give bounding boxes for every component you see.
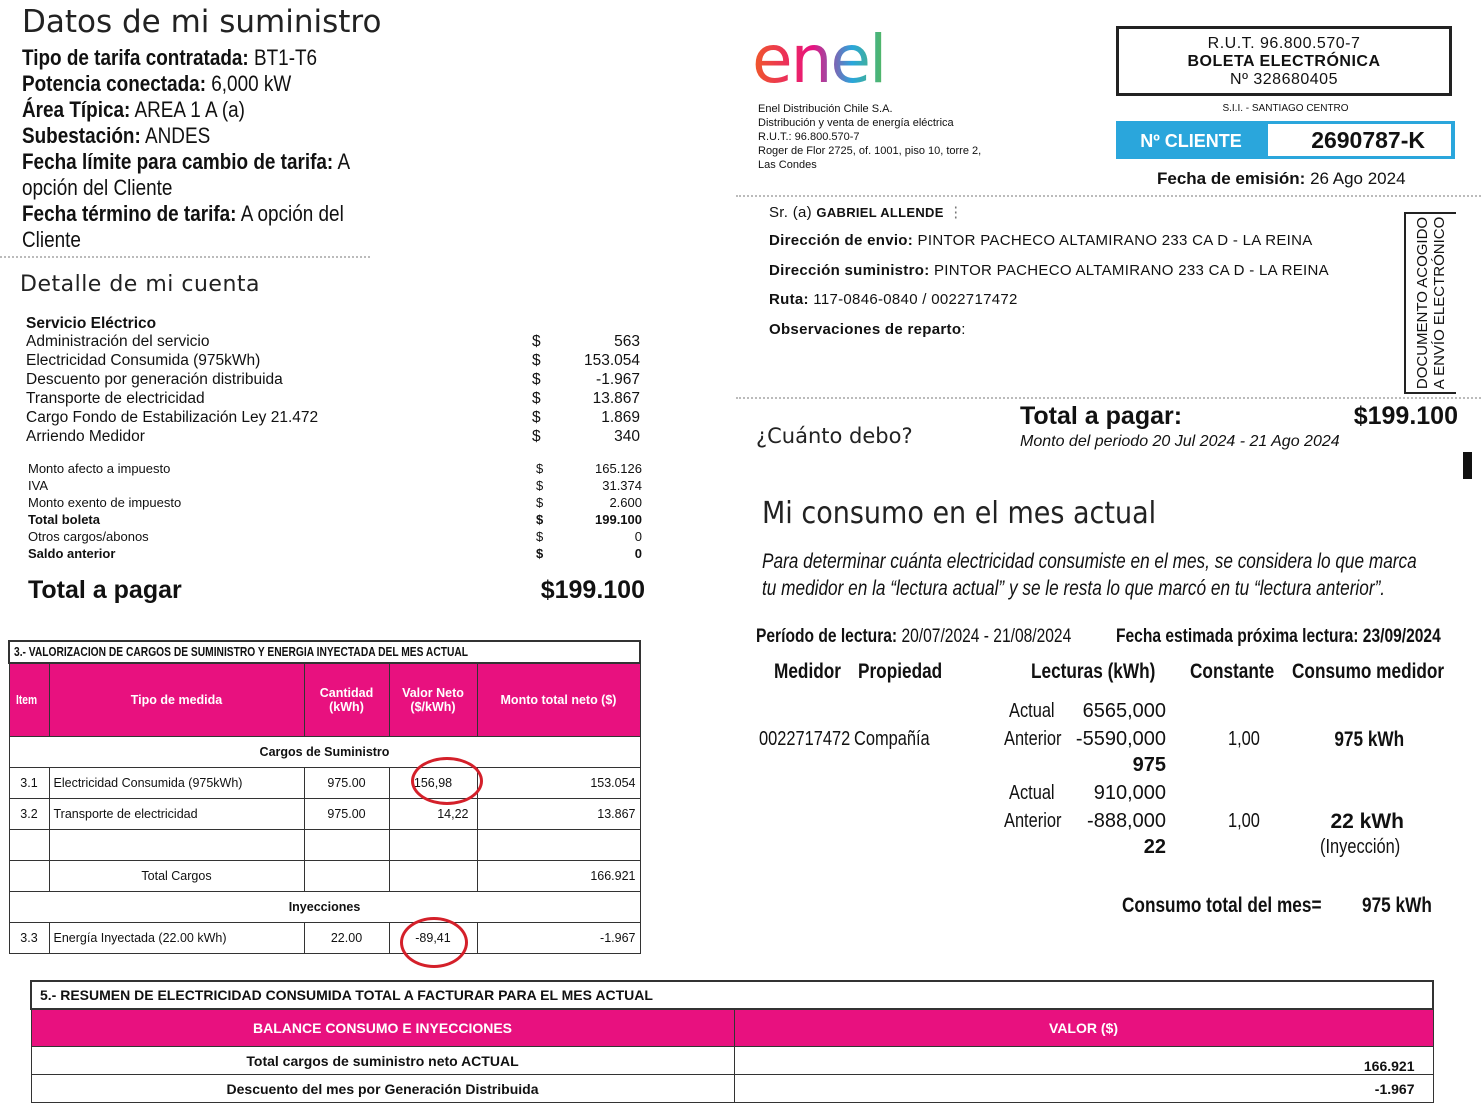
logo-text: enel — [752, 24, 886, 94]
fecha-termino-line-2: Cliente — [22, 227, 81, 252]
b2-note: (Inyección) — [1320, 836, 1401, 858]
account-item-value: 1.869 — [601, 409, 640, 426]
empty-row — [9, 830, 640, 861]
cell-monto: -1.967 — [477, 923, 640, 954]
account-summary-item — [26, 512, 646, 529]
b2-constante: 1,00 — [1228, 810, 1260, 832]
cell-cantidad: 975.00 — [304, 799, 389, 830]
currency-sign: $ — [536, 512, 544, 527]
cell-valor: -89,41 — [389, 923, 477, 954]
b2-diff: 22 — [1143, 836, 1166, 858]
doc-type: BOLETA ELECTRÓNICA — [1187, 53, 1381, 70]
fecha-limite-line: Fecha límite para cambio de tarifa: A — [22, 149, 351, 174]
suministro-line: Dirección suministro: PINTOR PACHECO ALTAMIRANO 233 CA D - LA REINA — [769, 262, 1329, 279]
b2-actual-label: Actual — [1009, 782, 1055, 804]
th-medidor: Medidor — [774, 660, 841, 683]
account-item — [26, 428, 646, 447]
b2-anterior-label: Anterior — [1004, 810, 1062, 832]
customer-name-line: Sr. (a) GABRIEL ALLENDE ⋮ — [769, 204, 964, 221]
rut-box — [1116, 26, 1452, 96]
cell-item: 3.3 — [9, 923, 49, 954]
table5-title: 5.- RESUMEN DE ELECTRICIDAD CONSUMIDA TOTAL A FACTURAR PARA EL MES ACTUAL — [31, 981, 1433, 1009]
cell-valor: 14,22 — [389, 799, 477, 830]
account-item-value: 13.867 — [592, 390, 640, 407]
currency-sign: $ — [532, 333, 541, 350]
cell-monto: 153.054 — [477, 768, 640, 799]
cell-value: 166.921 — [734, 1047, 1433, 1075]
b1-diff: 975 — [1132, 754, 1166, 776]
account-item — [26, 390, 646, 409]
table-row — [31, 1047, 1433, 1075]
account-item-label: Arriendo Medidor — [26, 428, 145, 445]
account-item-label: Administración del servicio — [26, 333, 210, 350]
b1-actual-label: Actual — [1009, 700, 1055, 722]
account-item-label: Cargo Fondo de Estabilización Ley 21.472 — [26, 409, 319, 426]
th-consumo: Consumo medidor — [1292, 660, 1445, 683]
account-item — [26, 333, 646, 352]
divider — [0, 256, 370, 258]
table-row — [9, 923, 640, 954]
obs-line: Observaciones de reparto: — [769, 321, 966, 338]
highlight-circle — [411, 757, 483, 805]
client-number: 2690787-K — [1268, 124, 1451, 156]
envio-line: Dirección de envio: PINTOR PACHECO ALTAMIRANO 233 CA D - LA REINA — [769, 232, 1313, 249]
table3-title: 3.- VALORIZACION DE CARGOS DE SUMINISTRO Y ENERGIA INYECTADA DEL MES ACTUAL — [9, 641, 640, 663]
account-summary-item — [26, 529, 646, 546]
total-consumption-label: Consumo total del mes= — [1122, 894, 1322, 917]
total-consumption-value: 975 kWh — [1362, 894, 1432, 917]
account-item-value: 340 — [614, 428, 640, 445]
company-info — [758, 102, 981, 172]
supply-title: Datos de mi suministro — [22, 4, 382, 40]
account-title: Detalle de mi cuenta — [20, 272, 260, 297]
currency-sign: $ — [532, 428, 541, 445]
cell-valor: 156,98 — [389, 768, 477, 799]
page-marker — [1463, 452, 1472, 479]
highlight-circle — [400, 917, 468, 968]
account-item — [26, 352, 646, 371]
stamp-line2: A ENVÍO ELECTRÓNICO — [1431, 216, 1448, 390]
currency-sign: $ — [536, 546, 544, 561]
total-cargos-label: Total Cargos — [49, 861, 304, 892]
account-summary-item — [26, 546, 646, 563]
electronic-stamp — [1404, 212, 1456, 394]
summary-label: Total boleta — [28, 512, 100, 527]
b1-actual: 6565,000 — [1082, 700, 1166, 722]
consumption-title: Mi consumo en el mes actual — [762, 496, 1157, 531]
divider — [736, 397, 1481, 399]
th-item: Item — [9, 663, 49, 737]
currency-sign: $ — [536, 495, 544, 510]
account-item-value: 153.054 — [583, 352, 640, 369]
th-valor-resumen: VALOR ($) — [734, 1009, 1433, 1047]
th-constante: Constante — [1190, 660, 1275, 683]
company-city: Las Condes — [758, 159, 817, 171]
account-summary-item — [26, 495, 646, 512]
valorizacion-table — [8, 640, 641, 954]
section-inyecciones: Inyecciones — [9, 892, 640, 923]
debt-period: Monto del periodo 20 Jul 2024 - 21 Ago 2024 — [1020, 433, 1340, 450]
th-balance: BALANCE CONSUMO E INYECCIONES — [31, 1009, 734, 1047]
total-cargos-row — [9, 861, 640, 892]
summary-value: 0 — [634, 546, 642, 561]
b1-consumo: 975 kWh — [1334, 728, 1404, 751]
currency-sign: $ — [532, 371, 541, 388]
summary-value: 199.100 — [595, 512, 642, 527]
doc-number: Nº 328680405 — [1230, 71, 1338, 88]
company-rut: R.U.T.: 96.800.570-7 — [758, 131, 860, 143]
rut-number: R.U.T. 96.800.570-7 — [1207, 35, 1361, 52]
meter-property: Compañía — [854, 728, 930, 750]
debt-total-value: $199.100 — [1353, 402, 1458, 430]
b2-consumo: 22 kWh — [1330, 810, 1404, 833]
account-summary-item — [26, 478, 646, 495]
cell-item: 3.1 — [9, 768, 49, 799]
account-item-label: Transporte de electricidad — [26, 390, 205, 407]
th-lecturas: Lecturas (kWh) — [1031, 660, 1156, 683]
th-tipo: Tipo de medida — [49, 663, 304, 737]
potencia-line: Potencia conectada: 6,000 kW — [22, 71, 292, 96]
account-item-value: -1.967 — [596, 371, 640, 388]
client-label: Nº CLIENTE — [1140, 131, 1242, 151]
total-cargos-value: 166.921 — [477, 861, 640, 892]
currency-sign: $ — [532, 352, 541, 369]
meter-number: 0022717472 — [759, 728, 851, 750]
currency-sign: $ — [536, 478, 544, 493]
b1-constante: 1,00 — [1228, 728, 1260, 750]
summary-value: 31.374 — [602, 478, 642, 493]
table-row — [9, 799, 640, 830]
cell-cantidad: 975.00 — [304, 768, 389, 799]
summary-label: Otros cargos/abonos — [28, 529, 149, 544]
reading-period: Período de lectura: 20/07/2024 - 21/08/2024 — [756, 626, 1072, 647]
cell-item: 3.2 — [9, 799, 49, 830]
emission-date: Fecha de emisión: 26 Ago 2024 — [1157, 169, 1406, 188]
b2-actual: 910,000 — [1093, 782, 1166, 804]
fecha-limite-line-2: opción del Cliente — [22, 175, 173, 200]
cell-label: Total cargos de suministro neto ACTUAL — [31, 1047, 734, 1075]
debt-total-label: Total a pagar: — [1020, 402, 1183, 430]
currency-sign: $ — [532, 390, 541, 407]
fecha-termino-line: Fecha término de tarifa: A opción del — [22, 201, 344, 226]
account-item — [26, 371, 646, 390]
summary-value: 165.126 — [595, 461, 642, 476]
account-item-value: 563 — [614, 333, 640, 350]
account-summary-item — [26, 461, 646, 478]
summary-label: IVA — [28, 478, 48, 493]
th-propiedad: Propiedad — [858, 660, 943, 683]
tarifa-line: Tipo de tarifa contratada: BT1-T6 — [22, 45, 318, 70]
company-address: Roger de Flor 2725, of. 1001, piso 10, torre 2, — [758, 145, 982, 157]
summary-value: 2.600 — [609, 495, 642, 510]
ruta-line: Ruta: 117-0846-0840 / 0022717472 — [769, 291, 1018, 308]
th-cantidad: Cantidad (kWh) — [304, 663, 389, 737]
table-row — [31, 1075, 1433, 1103]
account-total-value: $199.100 — [540, 576, 645, 604]
table-row — [9, 768, 640, 799]
account-item-label: Electricidad Consumida (975kWh) — [26, 352, 261, 369]
next-reading: Fecha estimada próxima lectura: 23/09/2024 — [1116, 626, 1441, 647]
cell-label: Descuento del mes por Generación Distribuida — [31, 1075, 734, 1103]
resumen-table — [30, 980, 1434, 1103]
summary-label: Saldo anterior — [28, 546, 116, 561]
summary-label: Monto afecto a impuesto — [28, 461, 171, 476]
account-total-label: Total a pagar — [28, 576, 182, 604]
area-line: Área Típica: AREA 1 A (a) — [22, 97, 245, 122]
summary-value: 0 — [634, 529, 642, 544]
section-cargos: Cargos de Suministro — [9, 737, 640, 768]
divider — [736, 195, 1481, 197]
account-section-title: Servicio Eléctrico — [26, 315, 157, 332]
th-valor: Valor Neto ($/kWh) — [389, 663, 477, 737]
account-item-label: Descuento por generación distribuida — [26, 371, 283, 388]
enel-logo — [752, 24, 962, 94]
client-number-bar — [1116, 121, 1455, 159]
cell-value: -1.967 — [734, 1075, 1433, 1103]
sii-office: S.I.I. - SANTIAGO CENTRO — [1222, 103, 1349, 114]
currency-sign: $ — [532, 409, 541, 426]
subestacion-line: Subestación: ANDES — [22, 123, 211, 148]
currency-sign: $ — [536, 529, 544, 544]
currency-sign: $ — [536, 461, 544, 476]
cell-monto: 13.867 — [477, 799, 640, 830]
b1-anterior: -5590,000 — [1075, 728, 1166, 750]
account-item — [26, 409, 646, 428]
company-line2: Distribución y venta de energía eléctrica — [758, 117, 954, 129]
b2-anterior: -888,000 — [1087, 810, 1166, 832]
summary-label: Monto exento de impuesto — [28, 495, 182, 510]
cell-cantidad: 22.00 — [304, 923, 389, 954]
consumption-description: Para determinar cuánta electricidad consumiste en el mes, se considera lo que marca tu medidor en la “lectura actual” y se le resta lo que marcó en tu “lectura anterior”. — [762, 550, 1417, 600]
th-monto: Monto total neto ($) — [477, 663, 640, 737]
b1-anterior-label: Anterior — [1004, 728, 1062, 750]
cell-tipo: Energía Inyectada (22.00 kWh) — [49, 923, 304, 954]
cell-tipo: Electricidad Consumida (975kWh) — [49, 768, 304, 799]
company-name: Enel Distribución Chile S.A. — [758, 103, 893, 115]
stamp-line1: DOCUMENTO ACOGIDO — [1414, 216, 1431, 390]
debt-question: ¿Cuánto debo? — [756, 424, 913, 448]
cell-tipo: Transporte de electricidad — [49, 799, 304, 830]
